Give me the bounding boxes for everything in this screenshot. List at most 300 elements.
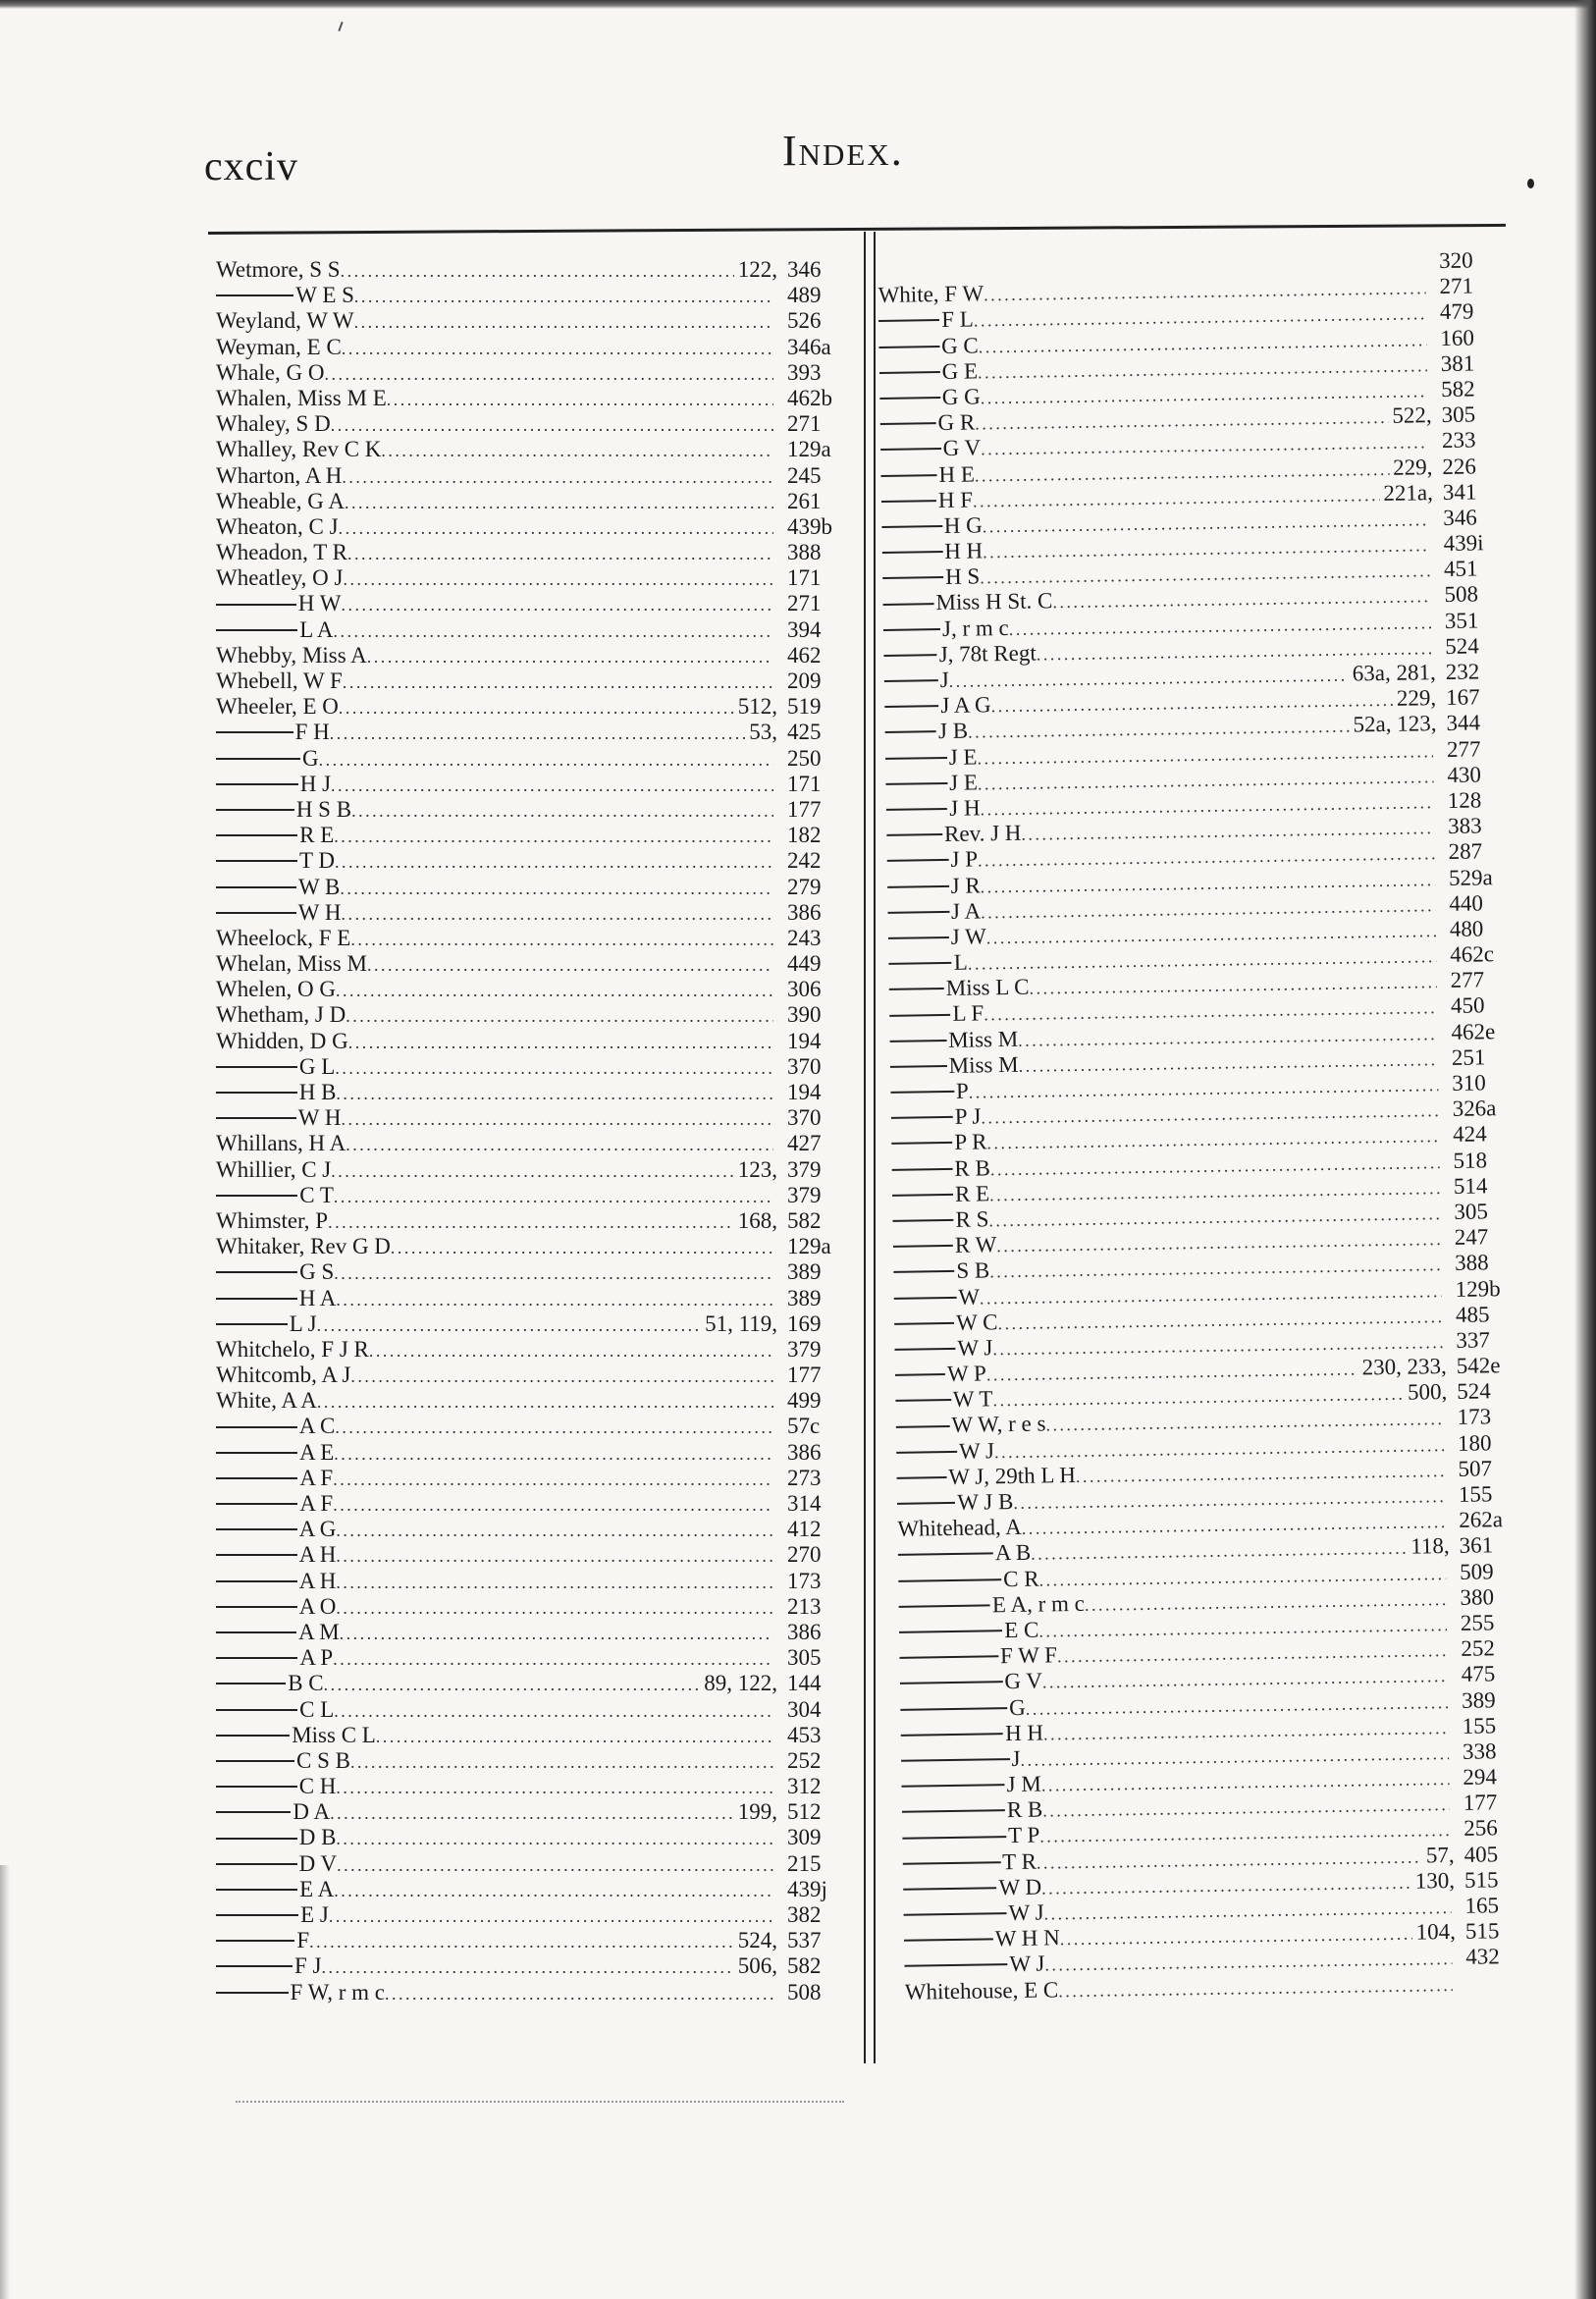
index-entry [216,1697,854,1723]
entry-name: F L [941,306,975,333]
entry-page: 537 [787,1928,822,1953]
entry-name: G E [941,358,979,384]
dot-leader [333,1492,773,1517]
entry-page: 515 [1463,1867,1499,1893]
entry-name: J W [950,924,986,949]
entry-name: Miss H St. C [935,588,1053,615]
entry-page: 320 [1438,247,1473,274]
index-entry [216,463,854,489]
entry-page: 514 [1453,1173,1488,1199]
dot-leader [350,927,773,951]
entry-name: L [953,949,969,975]
ditto-dash [216,1580,297,1582]
entry-page: 449 [787,951,822,977]
entry-page: 305 [1441,401,1476,428]
entry-name: H J [299,771,332,796]
entry-name: W J [957,1335,993,1361]
index-entry [216,1748,854,1774]
entry-page: 381 [1440,350,1475,376]
entry-name: Whimster, P [216,1207,329,1233]
entry-page: 462b [787,385,832,410]
entry-name: Wheatley, O J [216,565,344,591]
entry-page: 250 [787,745,822,771]
entry-name: R W [954,1232,997,1258]
dot-leader [341,258,734,283]
entry-name: Whidden, D G [216,1028,348,1053]
page-folio: cxciv [204,144,298,189]
entry-name: W T [952,1386,993,1413]
entry-page: 305 [1454,1199,1489,1224]
entry-page: 389 [787,1259,822,1285]
entry-name: W P [946,1361,987,1387]
dot-leader [343,669,773,694]
entry-page: 475 [1461,1661,1496,1687]
entry-page: 479 [1439,298,1474,325]
ditto-dash [878,346,939,348]
entry-page: 524 [1457,1378,1491,1405]
entry-page: 309 [787,1825,822,1850]
dot-leader [339,515,773,540]
entry-name: Whillans, H A [216,1131,346,1156]
index-entry [216,335,854,360]
entry-name: A H [298,1568,337,1593]
entry-name: Wheable, G A [216,488,345,513]
ditto-dash [897,1476,947,1479]
entry-name: W D [998,1874,1042,1900]
entry-page: 386 [787,1619,822,1644]
index-entry [216,1157,854,1183]
entry-page: 165 [1464,1893,1500,1918]
dot-leader [342,464,773,489]
entry-page: 209 [787,668,822,693]
ditto-dash [216,1528,297,1530]
entry-page: 252 [1461,1635,1496,1661]
ditto-dash [899,1604,990,1607]
entry-name: Miss L C [945,974,1030,1001]
ditto-dash [216,1709,297,1711]
entry-page: 524 [1445,633,1479,659]
entry-page: 582 [1440,376,1475,401]
dot-leader [330,1800,734,1825]
entry-page: 177 [1463,1790,1498,1816]
index-entry [216,1902,854,1928]
ditto-dash [216,1811,291,1813]
ditto-dash [897,1502,955,1505]
entry-page: 462 [787,642,822,668]
entry-page: 380 [1460,1584,1495,1610]
ditto-dash [886,833,942,836]
dot-leader [345,490,773,514]
entry-page: 242 [787,848,822,874]
entry-page: 582 [787,1207,822,1233]
dot-leader [335,1055,773,1080]
ditto-dash [216,731,293,733]
entry-name: Whitchelo, F J R [216,1336,369,1362]
entry-page: 508 [787,1979,822,2005]
ditto-dash [904,1912,1007,1916]
ditto-dash [900,1707,1007,1711]
dot-leader [328,1209,734,1234]
entry-page: 425 [787,720,822,745]
entry-page: 294 [1463,1764,1498,1790]
ditto-dash [216,1426,297,1428]
index-entry [216,1388,854,1414]
entry-name: F H [294,720,330,745]
entry-refs: 57, [1425,1842,1455,1868]
index-entry [216,1183,854,1208]
entry-page: 271 [787,591,822,616]
ditto-dash [878,319,939,322]
ditto-dash [904,1939,993,1942]
dot-leader [336,1287,773,1311]
ditto-dash [216,1992,289,1994]
dot-leader [324,1672,701,1696]
dot-leader [336,1826,773,1850]
entry-name: L F [952,1000,984,1027]
index-entry [216,1620,854,1645]
dot-leader [334,824,773,848]
entry-page: 451 [1443,556,1478,582]
entry-page: 489 [787,283,822,308]
entry-name: W B [297,874,341,899]
entry-refs: 122, [737,257,777,282]
entry-page: 180 [1457,1429,1492,1456]
entry-name: J E [948,744,978,770]
dot-leader [376,1724,773,1748]
entry-name: G S [299,1259,335,1285]
entry-page: 247 [1454,1224,1489,1251]
entry-name: G V [1004,1668,1043,1694]
entry-page: 251 [1451,1044,1486,1070]
ditto-dash [884,705,938,708]
index-entry [216,565,854,591]
entry-refs: 63a, 281, [1352,660,1436,686]
entry-name: Whelan, Miss M [216,951,367,977]
dot-leader [339,695,734,720]
index-entry [216,386,854,411]
stray-mark [338,22,343,31]
entry-name: Wetmore, S S [216,257,341,282]
index-entry [216,1980,854,2005]
entry-name: Whale, G O [216,359,325,385]
ditto-dash [216,629,297,631]
dot-leader [334,1441,773,1466]
ditto-dash [891,1142,952,1145]
entry-name: P [955,1078,969,1103]
dot-leader [331,773,773,797]
entry-name: Wheaton, C J [216,513,339,539]
entry-page: 529a [1448,864,1493,890]
index-entry [216,1825,854,1850]
index-entry [216,1208,854,1234]
dot-leader [367,644,773,668]
entry-name: H H [944,538,984,564]
dot-leader [333,1467,773,1491]
dot-leader [331,412,773,437]
entry-page: 453 [787,1722,822,1747]
ditto-dash [894,1322,954,1325]
entry-refs: 229, [1392,454,1433,480]
entry-page: 173 [787,1568,822,1593]
entry-name: H H [1004,1720,1044,1745]
entry-page: 167 [1445,684,1480,711]
entry-name: P R [954,1129,987,1155]
ditto-dash [216,1092,297,1094]
ditto-dash [216,1117,296,1119]
dot-leader [342,336,773,360]
ditto-dash [899,1655,998,1659]
entry-name: W H [297,899,342,925]
entry-page: 233 [1441,427,1476,454]
entry-page: 379 [787,1182,822,1207]
dot-leader [334,1698,773,1723]
index-entry [216,1414,854,1439]
dot-leader [391,1235,773,1259]
ditto-dash [890,1040,947,1043]
ditto-dash [882,576,943,579]
entry-page: 346 [787,257,822,282]
ditto-dash [889,1013,950,1016]
entry-page: 394 [787,616,822,642]
ditto-dash [895,1373,945,1376]
entry-name: H A [298,1285,337,1310]
ditto-dash [892,1219,953,1222]
ditto-dash [216,1631,296,1633]
dot-leader [348,1030,773,1054]
entry-page: 424 [1452,1121,1487,1148]
index-entry [216,1440,854,1466]
entry-name: J, 78t Regt [938,640,1037,667]
ditto-dash [883,654,936,657]
entry-page: 270 [787,1542,822,1568]
entry-page: 383 [1447,813,1482,839]
entry-name: Whitehouse, E C [904,1976,1059,2005]
entry-refs: 230, 233, [1361,1354,1448,1380]
entry-page: 271 [787,411,822,437]
entry-page: 279 [787,874,822,899]
ditto-dash [216,1606,297,1608]
index-entry [216,1234,854,1259]
entry-page: 128 [1447,787,1482,813]
ditto-dash [898,1553,993,1557]
ditto-dash [880,474,936,477]
dot-leader [340,876,773,900]
ditto-dash [884,679,938,682]
ditto-dash [216,1298,297,1300]
entry-page: 351 [1444,608,1479,633]
ditto-dash [885,782,947,785]
entry-page: 314 [787,1491,822,1516]
ditto-dash [216,294,293,296]
entry-name: A G [298,1517,337,1542]
entry-page: 512 [787,1799,822,1825]
entry-name: G [1008,1694,1027,1720]
ditto-dash [216,1683,286,1684]
entry-name: R B [1006,1796,1043,1823]
entry-refs: 522, [1392,402,1432,428]
entry-refs: 512, [737,694,777,720]
ditto-dash [216,1940,294,1942]
entry-page: 171 [787,771,822,796]
index-entry [216,257,854,283]
entry-page: 430 [1447,762,1482,787]
ditto-dash [216,809,294,811]
index-entry [216,1363,854,1388]
entry-name: R E [299,823,335,848]
index-entry [216,1286,854,1311]
index-entry [216,823,854,848]
entry-name: A B [994,1540,1032,1566]
entry-refs: 51, 119, [705,1310,777,1336]
header-rule [208,224,1506,235]
entry-refs: 104, [1415,1919,1457,1945]
entry-name: H E [938,460,976,487]
left-column [216,257,854,2005]
entry-refs: 199, [737,1799,777,1825]
entry-page: 480 [1449,916,1484,941]
scan-edge-top [0,0,1596,9]
dot-leader [336,1081,773,1105]
ditto-dash [901,1784,1004,1788]
entry-name: Whitaker, Rev G D [216,1234,391,1259]
ditto-dash [904,1964,1007,1968]
entry-name: J R [950,872,981,898]
entry-page: 390 [787,1002,822,1028]
entry-name: G C [940,332,979,358]
ditto-dash [881,525,942,528]
dot-leader [336,1518,773,1542]
ditto-dash [890,1065,947,1068]
entry-name: J [1011,1745,1021,1771]
ink-dot [1527,179,1534,188]
entry-name: W H N [994,1925,1060,1951]
entry-page: 582 [787,1953,822,1979]
index-entry [216,1723,854,1748]
dot-leader [335,849,773,874]
entry-name: Wharton, A H [216,462,343,488]
entry-name: C H [298,1774,337,1799]
index-entry [216,951,854,977]
entry-name: W [958,1283,981,1310]
index-entry [216,617,854,643]
entry-name: W E S [295,283,354,308]
entry-name: J A [950,898,982,924]
entry-name: W J [1008,1899,1044,1926]
entry-name: W J, 29th L H [948,1462,1077,1489]
ditto-dash [895,1399,951,1402]
entry-name: White, A A [216,1388,317,1414]
entry-page: 337 [1456,1327,1491,1353]
entry-name: H B [298,1080,337,1104]
ditto-dash [216,758,300,760]
ditto-dash [894,1296,957,1299]
entry-name: A C [298,1414,336,1439]
entry-name: G V [942,435,982,461]
entry-page: 129a [787,1234,831,1259]
entry-refs: 168, [737,1207,777,1233]
entry-page: 462c [1450,941,1495,967]
ditto-dash [216,1863,297,1865]
dot-leader [330,721,745,745]
ditto-dash [887,885,949,888]
dot-leader [334,1260,773,1285]
dot-leader [387,387,773,411]
entry-page: 194 [787,1028,822,1053]
entry-name: C R [1002,1566,1039,1591]
dot-leader [334,1184,773,1208]
ditto-dash [216,886,296,888]
entry-page: 427 [787,1131,822,1156]
ditto-dash [216,1323,288,1325]
ditto-dash [216,1477,297,1479]
ditto-dash [216,1735,290,1737]
entry-name: E J [300,1902,329,1927]
entry-name: L A [299,616,334,642]
entry-page: 526 [787,308,822,334]
index-entry [216,514,854,540]
entry-page: 440 [1449,890,1484,916]
dot-leader [335,1415,773,1439]
entry-name: J A G [940,692,991,719]
entry-page: 194 [787,1080,822,1104]
entry-name: Weyman, E C [216,334,342,359]
entry-name: A H [298,1542,337,1568]
entry-name: F W F [999,1642,1058,1669]
scan-edge-left [0,1865,10,2299]
scan-edge-right [1574,0,1596,2299]
ditto-dash [889,988,944,990]
entry-page: 439i [1443,530,1484,557]
ditto-dash [899,1630,1002,1633]
dot-leader [336,978,773,1002]
entry-name: Whaley, S D [216,411,331,437]
index-entry [216,1105,854,1131]
entry-page: 386 [787,899,822,925]
entry-page: 361 [1459,1532,1494,1559]
ditto-dash [216,1889,297,1891]
entry-page: 252 [787,1747,822,1773]
ditto-dash [881,500,936,503]
entry-name: J P [950,846,979,873]
dot-leader [336,1570,773,1594]
entry-page: 386 [787,1439,822,1465]
index-entry [216,1491,854,1517]
dot-leader [325,361,774,386]
entry-name: F [296,1928,310,1953]
index-entry [216,643,854,668]
dot-leader [309,1929,734,1953]
index-entry [216,1953,854,1979]
entry-page: 243 [787,925,822,950]
index-entry [216,1466,854,1491]
entry-page: 305 [787,1645,822,1671]
entry-page: 129b [1455,1275,1501,1302]
entry-refs: 524, [737,1928,777,1953]
entry-name: A M [298,1619,340,1644]
entry-page: 382 [787,1902,822,1927]
entry-page: 388 [787,540,822,565]
entry-name: E A, r m c [991,1590,1086,1618]
entry-page: 155 [1458,1481,1493,1507]
index-entry [216,308,854,334]
entry-page: 412 [787,1517,822,1542]
dot-leader [346,1003,773,1028]
ditto-dash [216,1965,293,1967]
index-entry [216,1054,854,1080]
entry-refs: 89, 122, [704,1671,777,1696]
index-entry [216,1877,854,1902]
entry-name: T R [1001,1848,1037,1874]
